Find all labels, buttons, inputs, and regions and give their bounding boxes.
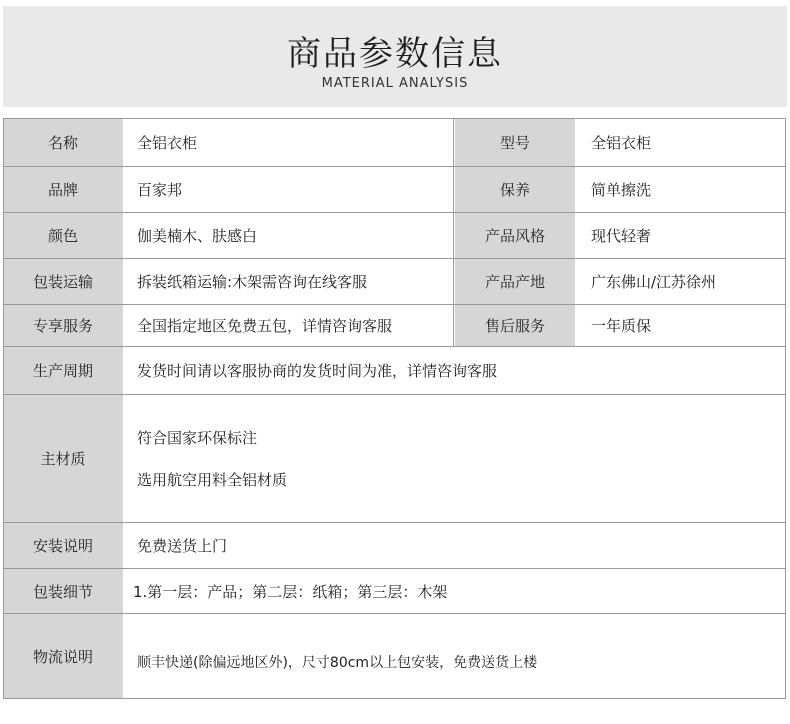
- spec-value: 免费送货上门: [123, 523, 786, 568]
- spec-row-logistics: [3, 613, 786, 699]
- spec-value: 发货时间请以客服协商的发货时间为准，详情咨询客服: [123, 347, 786, 394]
- spec-label: 颜色: [3, 213, 123, 258]
- spec-label: 生产周期: [3, 347, 123, 394]
- spec-value: 拆装纸箱运输:木架需咨询在线客服: [123, 259, 454, 304]
- spec-label: 专享服务: [3, 305, 123, 346]
- spec-label: 产品风格: [455, 213, 575, 258]
- spec-row-material: [3, 394, 786, 522]
- spec-label: 物流说明: [3, 614, 123, 698]
- spec-value: 全国指定地区免费五包，详情咨询客服: [123, 305, 454, 346]
- spec-value: 简单擦洗: [575, 167, 786, 212]
- spec-label: 主材质: [3, 395, 123, 522]
- spec-value: 广东佛山/江苏徐州: [575, 259, 786, 304]
- spec-value: 1.第一层：产品；第二层：纸箱；第三层：木架: [123, 569, 786, 613]
- spec-label: 保养: [455, 167, 575, 212]
- spec-row-installation: [3, 522, 786, 568]
- spec-value: 顺丰快递(除偏远地区外)，尺寸80cm以上包安装，免费送货上楼: [123, 614, 786, 698]
- page-subtitle: MATERIAL ANALYSIS: [321, 76, 469, 91]
- spec-row-brand: [3, 166, 786, 212]
- material-line-2: 选用航空用料全铝材质: [137, 470, 288, 489]
- page-title: 商品参数信息: [287, 34, 503, 74]
- spec-row-color: [3, 212, 786, 258]
- spec-value: 伽美楠木、肤感白: [123, 213, 454, 258]
- spec-label: 售后服务: [455, 305, 575, 346]
- spec-row-name: [3, 118, 786, 166]
- spec-value: 一年质保: [575, 305, 786, 346]
- spec-label: 名称: [3, 119, 123, 166]
- spec-value: 全铝衣柜: [575, 119, 786, 166]
- spec-label: 包装细节: [3, 569, 123, 613]
- spec-label: 产品产地: [455, 259, 575, 304]
- spec-label: 型号: [455, 119, 575, 166]
- spec-row-packaging: [3, 258, 786, 304]
- spec-value: 全铝衣柜: [123, 119, 454, 166]
- spec-label: 安装说明: [3, 523, 123, 568]
- spec-label: 包装运输: [3, 259, 123, 304]
- spec-label: 品牌: [3, 167, 123, 212]
- spec-value: 现代轻奢: [575, 213, 786, 258]
- material-line-1: 符合国家环保标注: [137, 428, 258, 447]
- spec-row-production-cycle: [3, 346, 786, 394]
- spec-row-service: [3, 304, 786, 346]
- spec-value: [123, 395, 786, 522]
- header-banner: [3, 6, 787, 107]
- spec-value: 百家邦: [123, 167, 454, 212]
- spec-row-packing-detail: [3, 568, 786, 613]
